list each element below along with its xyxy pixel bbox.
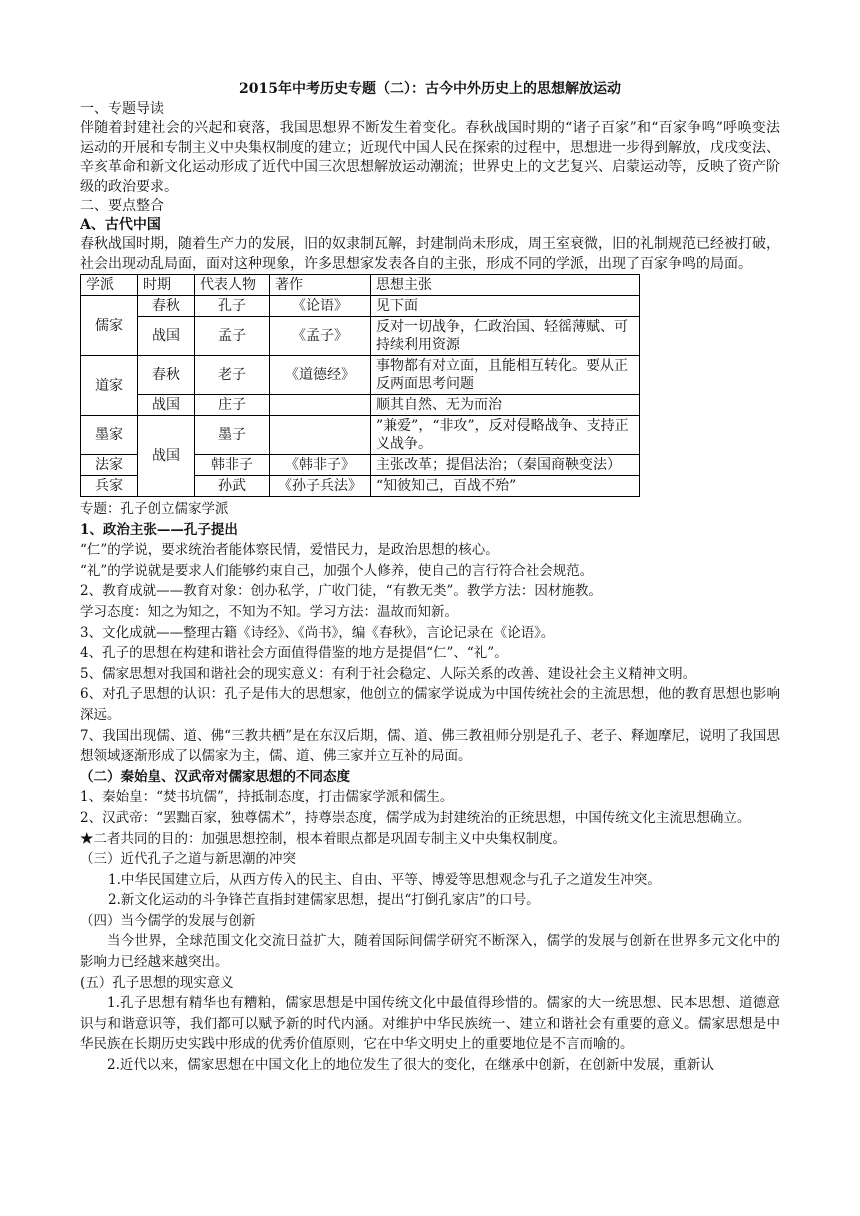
work-cell: 《孙子兵法》: [270, 476, 371, 497]
schools-table: [80, 274, 640, 497]
subheading-realistic-meaning: (五）孔子思想的现实意义: [80, 974, 234, 991]
ancient-china-paragraph: 春秋战国时期，随着生产力的发展，旧的奴隶制瓦解，封建制尚未形成，周王室衰微，旧的礼制规范已经被打破，社会出现动乱局面，面对这种现象，许多思想家发表各自的主张，形成不同的学派，出现了百家争鸣的局面。: [80, 236, 780, 272]
point-education: 2、教育成就——教育对象：创办私学，广收门徒，“有教无类”。教学方法：因材施教。: [80, 583, 602, 600]
header-cell: 学派: [81, 275, 138, 296]
period-cell: 战国: [138, 416, 195, 497]
header-cell: 思想主张: [371, 275, 640, 296]
topic-heading: 专题：孔子创立儒家学派: [80, 501, 229, 517]
period-cell: 春秋: [138, 356, 195, 395]
subheading-development: （四）当今儒学的发展与创新: [80, 912, 256, 929]
han-wudi-line: 2、汉武帝：“罢黜百家，独尊儒术”，持尊崇态度，儒学成为封建统治的正统思想，中国传统文化主流思想确立。: [80, 809, 751, 826]
school-cell: 儒家: [81, 296, 138, 356]
work-cell: 《论语》: [270, 296, 371, 317]
point-harmony: 4、孔子的思想在构建和谐社会方面值得借鉴的地方是提倡“仁”、“礼”。: [80, 645, 508, 662]
period-cell: 战国: [138, 395, 195, 416]
subsection-ancient-china: A、古代中国: [80, 217, 161, 233]
person-cell: 韩非子: [195, 455, 270, 476]
work-cell: [270, 395, 371, 416]
work-cell: [270, 416, 371, 455]
meaning-point-1: 1.孔子思想有精华也有糟粕，儒家思想是中国传统文化中最值得珍惜的。儒家的大一统思想、民本思想、道德意识与和谐意识等，我们都可以赋予新的时代内涵。对维护中华民族统一、建立和谐社会有重要的意义。儒家思想是中华民族在长期历史实践中形成的优秀价值原则，它在中华文明史上的重要地位是不言而喻的。: [80, 995, 780, 1053]
school-cell: 兵家: [81, 476, 138, 497]
section-heading-points: 二、要点整合: [80, 198, 164, 214]
person-cell: 老子: [195, 356, 270, 395]
school-cell: 道家: [81, 356, 138, 416]
common-purpose-line: ★二者共同的目的：加强思想控制，根本着眼点都是巩固专制主义中央集权制度。: [80, 830, 566, 847]
header-cell: 代表人物: [195, 275, 270, 296]
section-heading-intro: 一、专题导读: [80, 101, 164, 117]
qin-shihuang-line: 1、秦始皇：“焚书坑儒”，持抵制态度，打击儒家学派和儒生。: [80, 789, 454, 806]
school-cell: 法家: [81, 455, 138, 476]
person-cell: 庄子: [195, 395, 270, 416]
point-political: 1、政治主张——孔子提出: [80, 521, 238, 538]
subheading-attitudes: （二）秦始皇、汉武帝对儒家思想的不同态度: [80, 768, 350, 785]
point-culture: 3、文化成就——整理古籍《诗经》、《尚书》，编《春秋》，言论记录在《论语》。: [80, 624, 555, 641]
table-row: [81, 317, 640, 356]
study-attitude-line: 学习态度：知之为知之，不知为不知。学习方法：温故而知新。: [80, 603, 458, 620]
confucius-section: [80, 499, 780, 1076]
school-cell: 墨家: [81, 416, 138, 455]
point-significance: 5、儒家思想对我国和谐社会的现实意义：有利于社会稳定、人际关系的改善、建设社会主义精神文明。: [80, 665, 697, 682]
person-cell: 墨子: [195, 416, 270, 455]
meaning-point-2: 2.近代以来，儒家思想在中国文化上的地位发生了很大的变化，在继承中创新，在创新中发展，重新认: [107, 1057, 714, 1074]
idea-cell: ”兼爱”，“非攻”，反对侵略战争、支持正义战争。: [371, 416, 640, 455]
header-cell: 时期: [138, 275, 195, 296]
idea-cell: 见下面: [371, 296, 640, 317]
idea-cell: 顺其自然、无为而治: [371, 395, 640, 416]
table-row: [81, 356, 640, 395]
period-cell: 战国: [138, 317, 195, 356]
person-cell: 孙武: [195, 476, 270, 497]
idea-cell: 主张改革；提倡法治；（秦国商鞅变法）: [371, 455, 640, 476]
work-cell: 《韩非子》: [270, 455, 371, 476]
point-three-teachings: 7、我国出现儒、道、佛“三教共栖”是在东汉后期，儒、道、佛三教祖师分别是孔子、老子、释迦摩尼，说明了我国思想领域逐渐形成了以儒家为主，儒、道、佛三家并立互补的局面。: [80, 727, 780, 765]
header-cell: 著作: [270, 275, 371, 296]
idea-cell: “知彼知己，百战不殆”: [371, 476, 640, 497]
table-header-row: [81, 275, 640, 296]
intro-paragraph: 伴随着封建社会的兴起和衰落，我国思想界不断发生着变化。春秋战国时期的“诸子百家”和“百家争鸣”呼唤变法运动的开展和专制主义中央集权制度的建立；近现代中国人民在探索的过程中，思想进一步得到解放，戊戌变法、辛亥革命和新文化运动形成了近代中国三次思想解放运动潮流；世界史上的文艺复兴、启蒙运动等，反映了资产阶级的政治要求。: [80, 120, 780, 195]
li-line: “礼”的学说就是要求人们能够约束自己，加强个人修养，使自己的言行符合社会规范。: [80, 562, 594, 579]
table-row: [81, 296, 640, 317]
development-paragraph: 当今世界，全球范围文化交流日益扩大，随着国际间儒学研究不断深入，儒学的发展与创新在世界多元文化中的影响力已经越来越突出。: [80, 933, 780, 971]
work-cell: 《道德经》: [270, 356, 371, 395]
work-cell: 《孟子》: [270, 317, 371, 356]
person-cell: 孟子: [195, 317, 270, 356]
table-row: [81, 395, 640, 416]
conflict-point-2: 2.新文化运动的斗争锋芒直指封建儒家思想，提出“打倒孔家店”的口号。: [108, 892, 540, 909]
person-cell: 孔子: [195, 296, 270, 317]
point-understanding: 6、对孔子思想的认识：孔子是伟大的思想家，他创立的儒家学说成为中国传统社会的主流思想，他的教育思想也影响深远。: [80, 686, 780, 723]
idea-cell: 反对一切战争，仁政治国、轻徭薄赋、可持续利用资源: [371, 317, 640, 356]
period-cell: 春秋: [138, 296, 195, 317]
conflict-point-1: 1.中华民国建立后，从西方传入的民主、自由、平等、博爱等思想观念与孔子之道发生冲突。: [108, 871, 661, 888]
ren-line: “仁”的学说，要求统治者能体察民情，爱惜民力，是政治思想的核心。: [80, 542, 499, 559]
document-page: [80, 80, 780, 1076]
subheading-modern-conflict: （三）近代孔子之道与新思潮的冲突: [80, 851, 296, 868]
table-row: [81, 416, 640, 455]
document-title: 2015年中考历史专题（二）：古今中外历史上的思想解放运动: [239, 81, 621, 97]
idea-cell: 事物都有对立面，且能相互转化。要从正反两面思考问题: [371, 356, 640, 395]
